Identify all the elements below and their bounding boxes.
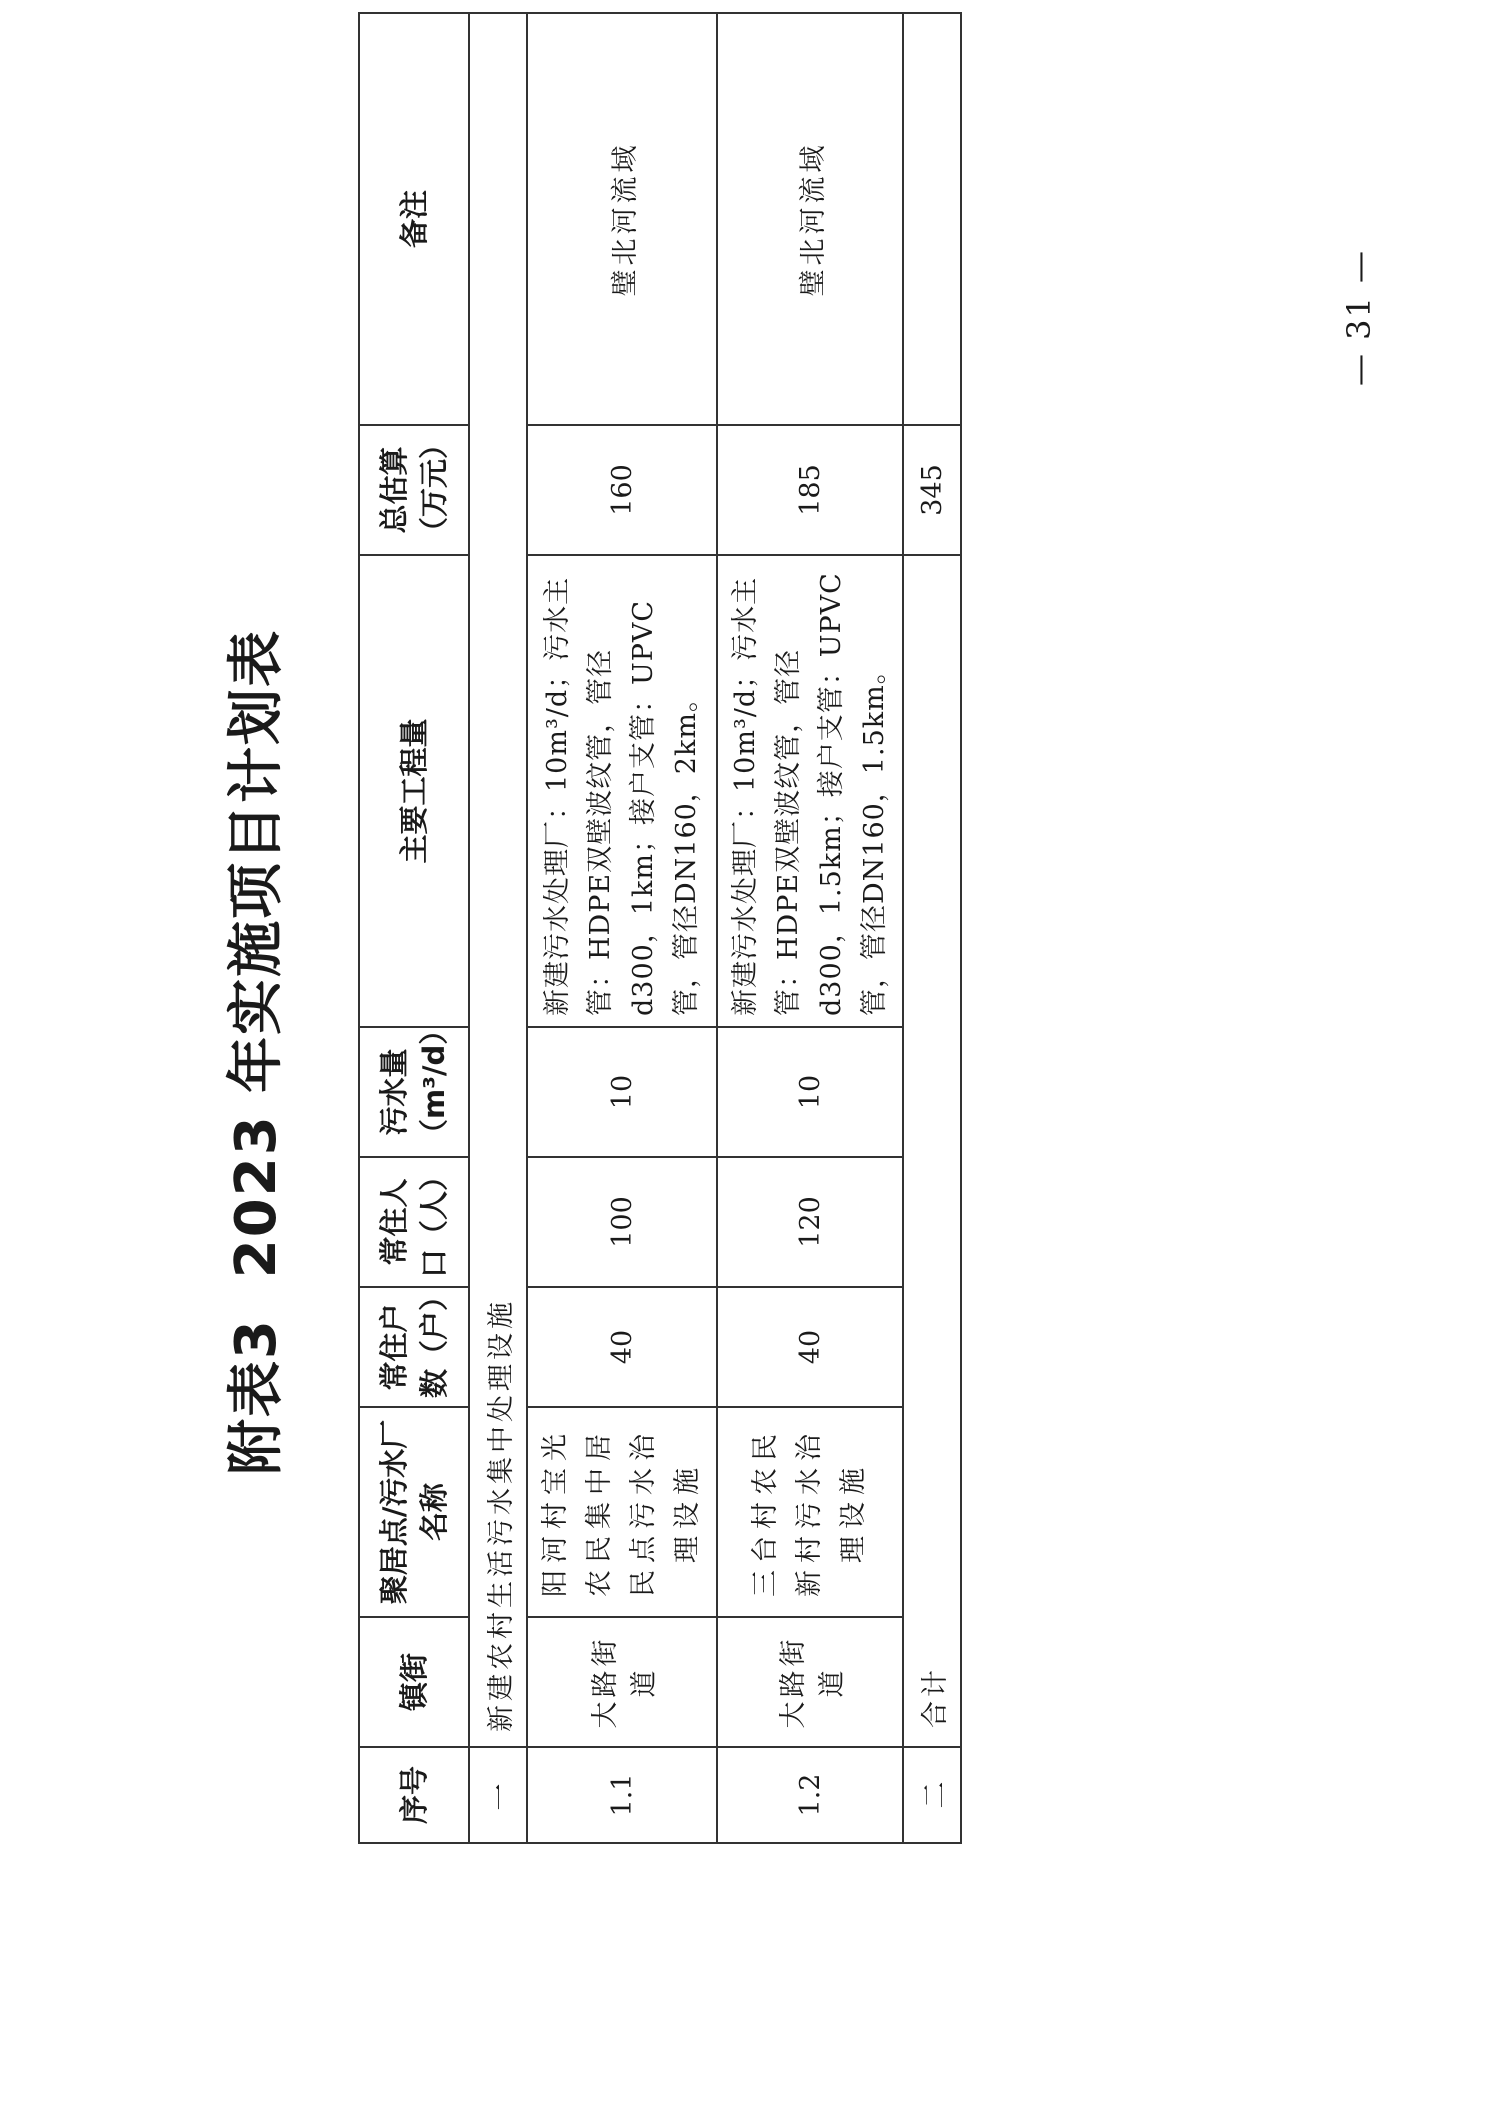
header-sewage: 污水量（m³/d） — [359, 1027, 469, 1157]
row-site: 阳河村宝光农民集中居民点污水治理设施 — [527, 1407, 717, 1617]
row-note: 璧北河流域 — [717, 13, 903, 425]
row-town: 大路街道 — [527, 1617, 717, 1747]
table-row — [527, 13, 717, 1843]
row-sewage: 10 — [527, 1027, 717, 1157]
row-site: 三台村农民新村污水治理设施 — [717, 1407, 903, 1617]
total-row — [903, 13, 961, 1843]
title-main: 2023 年实施项目计划表 — [224, 628, 289, 1279]
row-town: 大路街道 — [717, 1617, 903, 1747]
row-cost: 185 — [717, 425, 903, 555]
row-works: 新建污水处理厂：10m³/d；污水主管：HDPE双壁波纹管，管径d300，1km；接户支管：UPVC管，管径DN160，2km。 — [527, 555, 717, 1027]
header-works: 主要工程量 — [359, 555, 469, 1027]
table-row — [717, 13, 903, 1843]
total-label: 合计 — [903, 555, 961, 1747]
total-note — [903, 13, 961, 425]
header-town: 镇街 — [359, 1617, 469, 1747]
section-label: 新建农村生活污水集中处理设施 — [469, 13, 527, 1747]
row-seq: 1.1 — [527, 1747, 717, 1843]
page-title — [212, 0, 292, 2104]
row-sewage: 10 — [717, 1027, 903, 1157]
section-row — [469, 13, 527, 1843]
row-seq: 1.2 — [717, 1747, 903, 1843]
row-cost: 160 — [527, 425, 717, 555]
section-seq: 一 — [469, 1747, 527, 1843]
page-number: — 31 — — [1340, 248, 1378, 386]
header-population: 常住人口（人） — [359, 1157, 469, 1287]
project-plan-table — [358, 12, 962, 1844]
row-works: 新建污水处理厂：10m³/d；污水主管：HDPE双壁波纹管，管径d300，1.5km；接户支管：UPVC管，管径DN160，1.5km。 — [717, 555, 903, 1027]
row-households: 40 — [527, 1287, 717, 1407]
row-population: 100 — [527, 1157, 717, 1287]
header-site: 聚居点/污水厂名称 — [359, 1407, 469, 1617]
total-cost: 345 — [903, 425, 961, 555]
row-households: 40 — [717, 1287, 903, 1407]
header-cost: 总估算（万元） — [359, 425, 469, 555]
header-seq: 序号 — [359, 1747, 469, 1843]
header-households: 常住户数（户） — [359, 1287, 469, 1407]
row-population: 120 — [717, 1157, 903, 1287]
header-note: 备注 — [359, 13, 469, 425]
row-note: 璧北河流域 — [527, 13, 717, 425]
total-seq: 二 — [903, 1747, 961, 1843]
title-prefix: 附表3 — [224, 1318, 289, 1476]
header-row — [359, 13, 469, 1843]
